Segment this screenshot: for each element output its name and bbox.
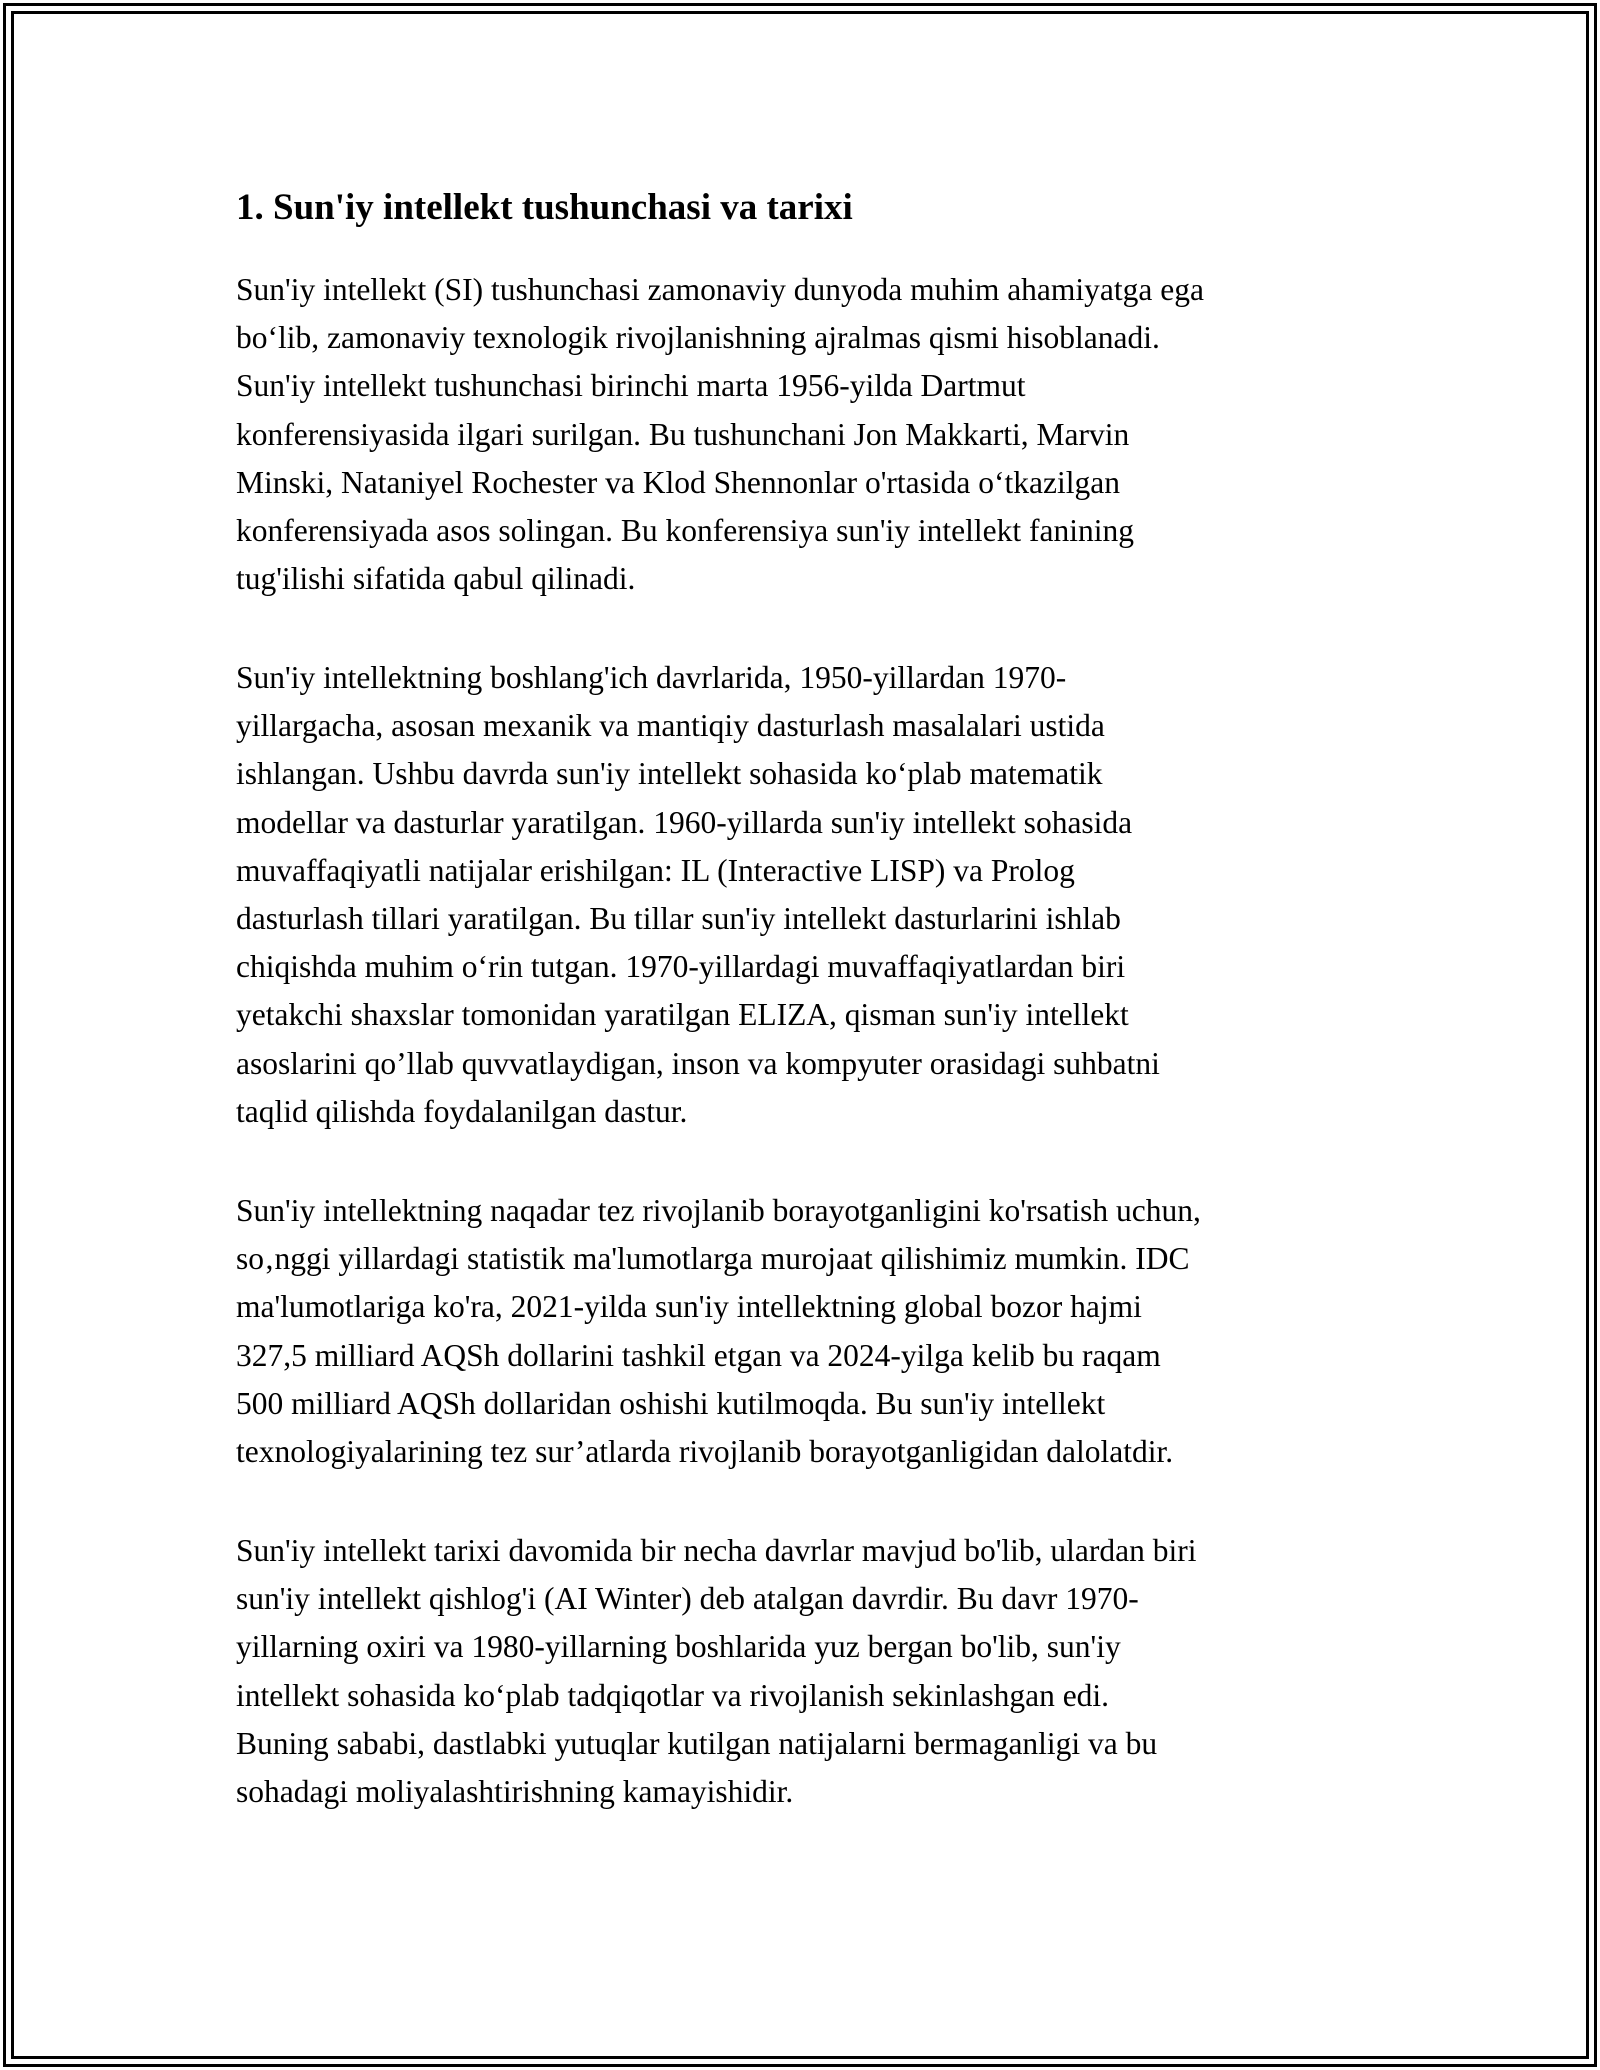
text-line: Sun'iy intellekt tarixi davomida bir necha davrlar mavjud bo'lib, ulardan biri — [236, 1533, 1197, 1568]
text-line: yillargacha, asosan mexanik va mantiqiy dasturlash masalalari ustida — [236, 708, 1105, 744]
text-line: Minski, Nataniyel Rochester va Klod Shennonlar o'rtasida o‘tkazilgan — [236, 464, 1120, 500]
text-line: Buning sababi, dastlabki yutuqlar kutilgan natijalarni bermaganligi va bu — [236, 1725, 1158, 1761]
text-line: konferensiyada asos solingan. Bu konferensiya sun'iy intellekt fanining — [236, 512, 1134, 548]
text-line: muvaffaqiyatli natijalar erishilgan: IL (Interactive LISP) va Prolog — [236, 852, 1075, 888]
text-line: konferensiyasida ilgari surilgan. Bu tushunchani Jon Makkarti, Marvin — [236, 416, 1130, 452]
text-line: asoslarini qo’llab quvvatlaydigan, inson va kompyuter orasidagi suhbatni — [236, 1045, 1160, 1081]
paragraph-1 — [236, 266, 1204, 603]
text-line: bo‘lib, zamonaviy texnologik rivojlanishning ajralmas qismi hisoblanadi. — [236, 320, 1160, 356]
text-line: tug'ilishi sifatida qabul qilinadi. — [236, 561, 636, 597]
text-line: sun'iy intellekt qishlog'i (AI Winter) deb atalgan davrdir. Bu davr 1970- — [236, 1581, 1139, 1617]
text-line: chiqishda muhim o‘rin tutgan. 1970-yillardagi muvaffaqiyatlardan biri — [236, 949, 1126, 985]
text-line: 327,5 milliard AQSh dollarini tashkil etgan va 2024-yilga kelib bu raqam — [236, 1337, 1161, 1373]
text-line: so‚nggi yillardagi statistik ma'lumotlarga murojaat qilishimiz mumkin. IDC — [236, 1241, 1190, 1277]
text-line: taqlid qilishda foydalanilgan dastur. — [236, 1093, 688, 1129]
text-line: intellekt sohasida ko‘plab tadqiqotlar va rivojlanish sekinlashgan edi. — [236, 1677, 1110, 1713]
section-heading: 1. Sun'iy intellekt tushunchasi va tarixi — [236, 187, 853, 228]
document-body — [236, 182, 1386, 1809]
text-line: ishlangan. Ushbu davrda sun'iy intellekt sohasida ko‘plab matematik — [236, 756, 1103, 792]
paragraph-4 — [236, 1527, 1196, 1816]
text-line: yillarning oxiri va 1980-yillarning boshlarida yuz bergan bo'lib, sun'iy — [236, 1629, 1121, 1665]
text-line: Sun'iy intellekt (SI) tushunchasi zamonaviy dunyoda muhim ahamiyatga ega — [236, 272, 1204, 307]
text-line: 500 milliard AQSh dollaridan oshishi kutilmoqda. Bu sun'iy intellekt — [236, 1385, 1106, 1421]
text-line: Sun'iy intellekt tushunchasi birinchi marta 1956-yilda Dartmut — [236, 368, 1026, 404]
text-line: Sun'iy intellektning naqadar tez rivojlanib borayotganligini ko'rsatish uchun, — [236, 1193, 1201, 1228]
text-line: texnologiyalarining tez sur’atlarda rivojlanib borayotganligidan dalolatdir. — [236, 1433, 1174, 1469]
text-line: ma'lumotlariga ko'ra, 2021-yilda sun'iy intellektning global bozor hajmi — [236, 1289, 1142, 1325]
text-line: dasturlash tillari yaratilgan. Bu tillar sun'iy intellekt dasturlarini ishlab — [236, 900, 1121, 936]
paragraph-3 — [236, 1187, 1201, 1476]
text-line: sohadagi moliyalashtirishning kamayishidir. — [236, 1773, 794, 1809]
text-line: yetakchi shaxslar tomonidan yaratilgan ELIZA, qisman sun'iy intellekt — [236, 997, 1129, 1033]
paragraph-2 — [236, 654, 1160, 1136]
text-line: modellar va dasturlar yaratilgan. 1960-yillarda sun'iy intellekt sohasida — [236, 804, 1133, 840]
text-line: Sun'iy intellektning boshlang'ich davrlarida, 1950-yillardan 1970- — [236, 660, 1067, 695]
